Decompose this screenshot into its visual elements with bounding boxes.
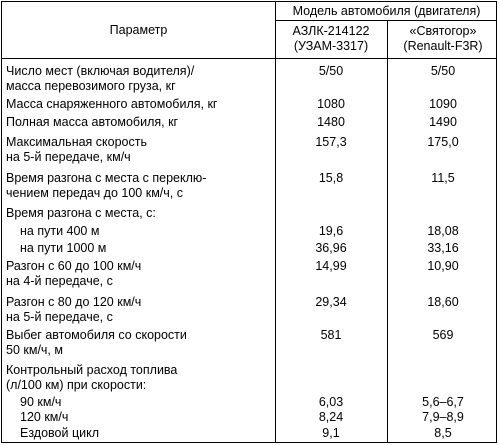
- row-param: Число мест (включая водителя)/: [6, 64, 195, 78]
- row-value-car1: 8,24: [318, 410, 344, 424]
- row-param-sub: 90 км/ч: [20, 395, 62, 409]
- header-car1-name: АЗЛК-214122: [292, 24, 370, 38]
- row-value-car2: 5/50: [430, 64, 456, 78]
- row-value-car1: 9,1: [322, 426, 340, 440]
- row-param-cont: на 5-й передаче, с: [6, 310, 113, 324]
- row-param-cont: чением передач до 100 км/ч, с: [6, 186, 183, 200]
- row-value-car2: 175,0: [427, 135, 459, 149]
- row-value-car1: 1480: [317, 115, 345, 129]
- row-value-car1: 19,6: [318, 224, 344, 238]
- row-param: Максимальная скорость: [6, 135, 147, 149]
- header-model: Модель автомобиля (двигателя): [292, 4, 481, 18]
- row-param-sub: Ездовой цикл: [20, 426, 99, 440]
- row-value-car2: 8,5: [434, 426, 452, 440]
- row-value-car1: 5/50: [318, 64, 344, 78]
- row-value-car2: 1490: [429, 115, 457, 129]
- row-value-car2: 11,5: [431, 171, 455, 185]
- row-value-car1: 157,3: [315, 135, 347, 149]
- row-param-cont: 50 км/ч, м: [6, 343, 63, 357]
- row-value-car2: 5,6–6,7: [422, 395, 464, 409]
- row-param: Масса снаряженного автомобиля, кг: [6, 97, 218, 111]
- row-value-car2: 18,08: [427, 224, 459, 238]
- header-subdivider: [275, 20, 496, 21]
- row-param-sub: 120 км/ч: [20, 410, 69, 424]
- row-param-cont: на 5-й передаче, км/ч: [6, 150, 131, 164]
- row-param: Разгон с 80 до 120 км/ч: [6, 295, 142, 309]
- row-value-car1: 1080: [317, 97, 345, 111]
- header-car2-engine: (Renault-F3R): [403, 39, 483, 53]
- header-car1-engine: (УЗАМ-3317): [293, 39, 369, 53]
- row-param-cont: масса перевозимого груза, кг: [6, 79, 176, 93]
- row-value-car2: 10,90: [427, 259, 459, 273]
- row-value-car1: 15,8: [318, 171, 344, 185]
- row-value-car2: 7,9–8,9: [422, 410, 464, 424]
- row-param: Разгон с 60 до 100 км/ч: [6, 259, 142, 273]
- row-param: Выбег автомобиля со скорости: [6, 328, 187, 342]
- row-value-car1: 14,99: [315, 259, 347, 273]
- header-bottom-rule: [2, 58, 496, 59]
- row-param-cont: на 4-й передаче, с: [6, 274, 113, 288]
- row-param-sub: на пути 1000 м: [20, 241, 107, 255]
- header-parameter: Параметр: [109, 23, 168, 37]
- row-param: Время разгона с места, с:: [6, 206, 156, 220]
- row-value-car1: 581: [320, 328, 342, 342]
- row-param-sub: на пути 400 м: [20, 224, 100, 238]
- header-car2-name: «Святогор»: [409, 24, 477, 38]
- row-param: Время разгона с места с переклю-: [6, 171, 207, 185]
- row-value-car2: 33,16: [427, 241, 459, 255]
- row-param-cont: (л/100 км) при скорости:: [6, 378, 147, 392]
- row-value-car1: 36,96: [315, 241, 347, 255]
- row-value-car1: 29,34: [315, 295, 347, 309]
- row-value-car2: 18,60: [427, 295, 459, 309]
- row-param: Полная масса автомобиля, кг: [6, 115, 179, 129]
- spec-table: [1, 1, 497, 443]
- row-value-car2: 1090: [429, 97, 457, 111]
- row-value-car1: 6,03: [318, 395, 344, 409]
- row-param: Контрольный расход топлива: [6, 363, 178, 377]
- row-value-car2: 569: [432, 328, 454, 342]
